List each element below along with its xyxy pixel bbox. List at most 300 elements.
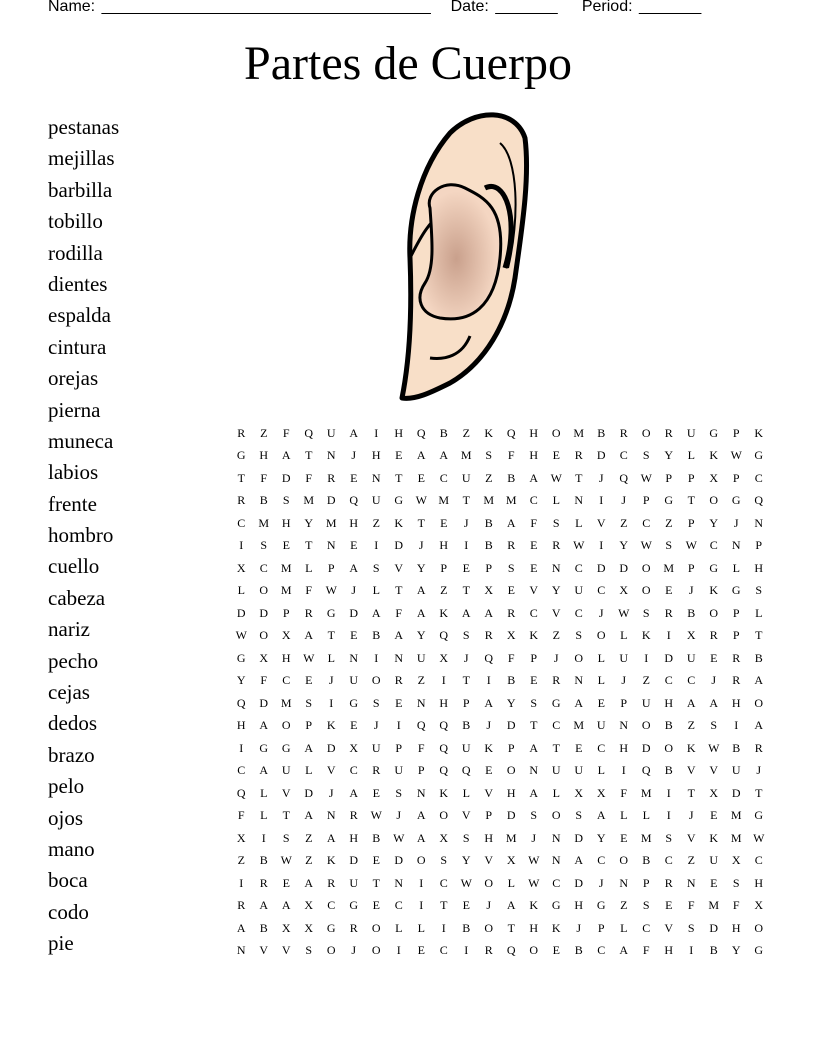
grid-letter[interactable]: B	[664, 718, 673, 733]
grid-letter[interactable]: R	[552, 538, 561, 553]
grid-letter[interactable]: I	[419, 898, 424, 913]
grid-letter[interactable]: H	[506, 785, 516, 800]
grid-letter[interactable]: K	[709, 583, 719, 598]
grid-letter[interactable]: W	[235, 628, 247, 643]
grid-letter[interactable]: F	[620, 785, 628, 800]
grid-letter[interactable]: F	[687, 898, 695, 913]
grid-letter[interactable]: R	[552, 673, 561, 688]
grid-letter[interactable]: V	[281, 785, 291, 800]
grid-letter[interactable]: K	[326, 853, 336, 868]
grid-letter[interactable]: A	[371, 605, 381, 620]
grid-letter[interactable]: O	[619, 853, 629, 868]
grid-letter[interactable]: E	[417, 470, 425, 485]
grid-letter[interactable]: N	[551, 830, 561, 845]
grid-letter[interactable]: P	[507, 740, 515, 755]
grid-letter[interactable]: O	[281, 718, 291, 733]
grid-letter[interactable]: E	[350, 718, 358, 733]
grid-letter[interactable]: X	[304, 920, 314, 935]
grid-letter[interactable]: P	[417, 763, 425, 778]
grid-letter[interactable]: B	[439, 425, 448, 440]
grid-letter[interactable]: S	[462, 628, 470, 643]
grid-letter[interactable]: L	[260, 808, 268, 823]
grid-letter[interactable]: I	[329, 695, 334, 710]
grid-letter[interactable]: U	[349, 875, 359, 890]
grid-letter[interactable]: U	[574, 763, 584, 778]
grid-letter[interactable]: Y	[416, 628, 426, 643]
grid-letter[interactable]: H	[754, 560, 764, 575]
grid-letter[interactable]: C	[237, 515, 246, 530]
grid-letter[interactable]: N	[731, 538, 741, 553]
grid-letter[interactable]: J	[486, 898, 492, 913]
grid-letter[interactable]: U	[574, 583, 584, 598]
grid-letter[interactable]: G	[754, 943, 764, 958]
grid-letter[interactable]: C	[642, 515, 651, 530]
grid-letter[interactable]: A	[416, 583, 426, 598]
grid-letter[interactable]: A	[484, 605, 494, 620]
grid-letter[interactable]: D	[506, 718, 516, 733]
grid-letter[interactable]: J	[351, 583, 357, 598]
grid-letter[interactable]: M	[280, 583, 292, 598]
grid-letter[interactable]: R	[754, 740, 763, 755]
grid-letter[interactable]: E	[575, 740, 583, 755]
grid-letter[interactable]: Z	[620, 898, 628, 913]
grid-letter[interactable]: G	[281, 740, 291, 755]
grid-letter[interactable]: I	[486, 673, 491, 688]
grid-letter[interactable]: J	[756, 763, 762, 778]
grid-letter[interactable]: I	[599, 538, 604, 553]
grid-letter[interactable]: J	[688, 583, 694, 598]
grid-letter[interactable]: L	[507, 875, 515, 890]
grid-letter[interactable]: I	[599, 493, 604, 508]
grid-letter[interactable]: G	[754, 448, 764, 463]
grid-letter[interactable]: O	[259, 583, 269, 598]
grid-letter[interactable]: T	[552, 740, 560, 755]
grid-letter[interactable]: N	[236, 943, 246, 958]
grid-letter[interactable]: Z	[687, 853, 695, 868]
period-blank[interactable]: _______	[639, 0, 702, 15]
grid-letter[interactable]: W	[730, 448, 742, 463]
grid-letter[interactable]: K	[439, 605, 449, 620]
grid-letter[interactable]: A	[326, 830, 336, 845]
grid-letter[interactable]: T	[462, 583, 470, 598]
grid-letter[interactable]: V	[484, 785, 494, 800]
grid-letter[interactable]: J	[351, 943, 357, 958]
grid-letter[interactable]: L	[237, 583, 245, 598]
grid-letter[interactable]: L	[620, 920, 628, 935]
grid-letter[interactable]: E	[620, 830, 628, 845]
grid-letter[interactable]: Q	[461, 763, 471, 778]
grid-letter[interactable]: G	[394, 493, 404, 508]
grid-letter[interactable]: J	[598, 470, 604, 485]
grid-letter[interactable]: P	[485, 560, 493, 575]
grid-letter[interactable]: H	[439, 538, 449, 553]
grid-letter[interactable]: L	[642, 808, 650, 823]
grid-letter[interactable]: G	[551, 695, 561, 710]
grid-letter[interactable]: Z	[305, 853, 313, 868]
grid-letter[interactable]: H	[394, 425, 404, 440]
grid-letter[interactable]: O	[484, 875, 494, 890]
grid-letter[interactable]: R	[664, 425, 673, 440]
grid-letter[interactable]: B	[372, 628, 381, 643]
grid-letter[interactable]: P	[665, 470, 673, 485]
grid-letter[interactable]: J	[531, 830, 537, 845]
grid-letter[interactable]: H	[236, 718, 246, 733]
grid-letter[interactable]: T	[305, 538, 313, 553]
grid-letter[interactable]: X	[596, 785, 606, 800]
grid-letter[interactable]: E	[395, 695, 403, 710]
grid-letter[interactable]: D	[236, 605, 246, 620]
grid-letter[interactable]: J	[418, 538, 424, 553]
grid-letter[interactable]: C	[439, 943, 448, 958]
grid-letter[interactable]: A	[439, 448, 449, 463]
grid-letter[interactable]: O	[484, 920, 494, 935]
grid-letter[interactable]: S	[575, 628, 583, 643]
grid-letter[interactable]: U	[551, 763, 561, 778]
grid-letter[interactable]: Z	[462, 425, 470, 440]
grid-letter[interactable]: X	[484, 583, 494, 598]
grid-letter[interactable]: B	[754, 650, 763, 665]
grid-letter[interactable]: R	[484, 943, 493, 958]
grid-letter[interactable]: U	[461, 470, 471, 485]
grid-letter[interactable]: M	[460, 448, 472, 463]
grid-letter[interactable]: M	[280, 560, 292, 575]
grid-letter[interactable]: W	[708, 740, 720, 755]
grid-letter[interactable]: H	[754, 875, 764, 890]
grid-letter[interactable]: P	[305, 718, 313, 733]
grid-letter[interactable]: S	[305, 695, 313, 710]
grid-letter[interactable]: C	[642, 920, 651, 935]
grid-letter[interactable]: O	[551, 425, 561, 440]
grid-letter[interactable]: B	[574, 943, 583, 958]
grid-letter[interactable]: H	[574, 898, 584, 913]
grid-letter[interactable]: I	[239, 538, 244, 553]
grid-letter[interactable]: D	[259, 605, 269, 620]
grid-letter[interactable]: Z	[417, 673, 425, 688]
grid-letter[interactable]: H	[281, 650, 291, 665]
grid-letter[interactable]: D	[326, 740, 336, 755]
grid-letter[interactable]: W	[415, 493, 427, 508]
grid-letter[interactable]: C	[552, 718, 561, 733]
grid-letter[interactable]: S	[755, 583, 763, 598]
grid-letter[interactable]: R	[507, 605, 516, 620]
grid-letter[interactable]: A	[304, 628, 314, 643]
grid-letter[interactable]: Q	[304, 425, 314, 440]
grid-letter[interactable]: A	[281, 448, 291, 463]
grid-letter[interactable]: W	[393, 830, 405, 845]
grid-letter[interactable]: Q	[416, 718, 426, 733]
grid-letter[interactable]: Z	[237, 853, 245, 868]
grid-letter[interactable]: W	[280, 853, 292, 868]
grid-letter[interactable]: R	[372, 763, 381, 778]
grid-letter[interactable]: V	[709, 763, 719, 778]
grid-letter[interactable]: T	[755, 785, 763, 800]
grid-letter[interactable]: W	[640, 538, 652, 553]
grid-letter[interactable]: V	[281, 943, 291, 958]
grid-letter[interactable]: W	[528, 875, 540, 890]
grid-letter[interactable]: S	[282, 830, 290, 845]
grid-letter[interactable]: S	[552, 515, 560, 530]
grid-letter[interactable]: P	[687, 560, 695, 575]
grid-letter[interactable]: H	[529, 448, 539, 463]
grid-letter[interactable]: E	[305, 673, 313, 688]
grid-letter[interactable]: N	[551, 560, 561, 575]
grid-letter[interactable]: A	[506, 515, 516, 530]
grid-letter[interactable]: H	[731, 695, 741, 710]
grid-letter[interactable]: F	[260, 673, 268, 688]
grid-letter[interactable]: U	[686, 650, 696, 665]
grid-letter[interactable]: J	[576, 920, 582, 935]
grid-letter[interactable]: M	[640, 785, 652, 800]
grid-letter[interactable]: O	[371, 920, 381, 935]
grid-letter[interactable]: E	[282, 875, 290, 890]
grid-letter[interactable]: X	[439, 830, 449, 845]
grid-letter[interactable]: B	[507, 470, 516, 485]
grid-letter[interactable]: M	[573, 718, 585, 733]
grid-letter[interactable]: C	[709, 538, 718, 553]
grid-letter[interactable]: M	[258, 515, 270, 530]
grid-letter[interactable]: Y	[596, 830, 606, 845]
grid-letter[interactable]: K	[529, 628, 539, 643]
grid-letter[interactable]: X	[349, 740, 359, 755]
grid-letter[interactable]: U	[461, 740, 471, 755]
grid-letter[interactable]: N	[619, 718, 629, 733]
grid-letter[interactable]: M	[505, 493, 517, 508]
grid-letter[interactable]: I	[261, 830, 266, 845]
grid-letter[interactable]: I	[621, 763, 626, 778]
grid-letter[interactable]: I	[666, 808, 671, 823]
grid-letter[interactable]: X	[304, 898, 314, 913]
grid-letter[interactable]: N	[371, 470, 381, 485]
grid-letter[interactable]: B	[732, 740, 741, 755]
grid-letter[interactable]: X	[281, 628, 291, 643]
grid-letter[interactable]: R	[664, 605, 673, 620]
date-blank[interactable]: _______	[495, 0, 558, 15]
grid-letter[interactable]: H	[349, 830, 359, 845]
grid-letter[interactable]: F	[530, 515, 538, 530]
grid-letter[interactable]: G	[326, 920, 336, 935]
grid-letter[interactable]: G	[236, 650, 246, 665]
grid-letter[interactable]: A	[529, 785, 539, 800]
grid-letter[interactable]: M	[483, 493, 495, 508]
grid-letter[interactable]: W	[685, 538, 697, 553]
grid-letter[interactable]: H	[439, 695, 449, 710]
grid-letter[interactable]: S	[395, 785, 403, 800]
grid-letter[interactable]: I	[666, 628, 671, 643]
grid-letter[interactable]: E	[710, 875, 718, 890]
grid-letter[interactable]: V	[686, 830, 696, 845]
grid-letter[interactable]: M	[325, 515, 337, 530]
grid-letter[interactable]: P	[732, 628, 740, 643]
grid-letter[interactable]: I	[464, 943, 469, 958]
grid-letter[interactable]: U	[641, 695, 651, 710]
grid-letter[interactable]: C	[597, 583, 606, 598]
grid-letter[interactable]: J	[351, 448, 357, 463]
grid-letter[interactable]: E	[530, 673, 538, 688]
grid-letter[interactable]: A	[304, 808, 314, 823]
grid-letter[interactable]: Q	[439, 628, 449, 643]
grid-letter[interactable]: E	[395, 448, 403, 463]
grid-letter[interactable]: W	[753, 830, 765, 845]
grid-letter[interactable]: E	[440, 515, 448, 530]
grid-letter[interactable]: S	[507, 560, 515, 575]
grid-letter[interactable]: E	[462, 560, 470, 575]
grid-letter[interactable]: Z	[372, 515, 380, 530]
grid-letter[interactable]: W	[325, 583, 337, 598]
grid-letter[interactable]: J	[486, 718, 492, 733]
grid-letter[interactable]: E	[552, 943, 560, 958]
grid-letter[interactable]: I	[239, 875, 244, 890]
grid-letter[interactable]: K	[754, 425, 764, 440]
grid-letter[interactable]: O	[664, 740, 674, 755]
grid-letter[interactable]: Q	[236, 695, 246, 710]
grid-letter[interactable]: G	[709, 425, 719, 440]
grid-letter[interactable]: N	[416, 695, 426, 710]
grid-letter[interactable]: T	[530, 718, 538, 733]
grid-letter[interactable]: Z	[485, 470, 493, 485]
grid-letter[interactable]: H	[619, 740, 629, 755]
grid-letter[interactable]: L	[687, 448, 695, 463]
grid-letter[interactable]: C	[754, 853, 763, 868]
grid-letter[interactable]: G	[551, 898, 561, 913]
grid-letter[interactable]: C	[259, 560, 268, 575]
grid-letter[interactable]: C	[237, 763, 246, 778]
grid-letter[interactable]: T	[687, 785, 695, 800]
grid-letter[interactable]: N	[394, 650, 404, 665]
grid-letter[interactable]: N	[686, 875, 696, 890]
grid-letter[interactable]: D	[349, 853, 359, 868]
grid-letter[interactable]: N	[326, 808, 336, 823]
grid-letter[interactable]: E	[485, 763, 493, 778]
grid-letter[interactable]: P	[620, 695, 628, 710]
grid-letter[interactable]: E	[530, 538, 538, 553]
grid-letter[interactable]: T	[282, 808, 290, 823]
grid-letter[interactable]: Z	[552, 628, 560, 643]
grid-letter[interactable]: X	[619, 583, 629, 598]
grid-letter[interactable]: F	[507, 448, 515, 463]
grid-letter[interactable]: S	[642, 605, 650, 620]
grid-letter[interactable]: Y	[664, 448, 674, 463]
grid-letter[interactable]: Y	[709, 515, 719, 530]
grid-letter[interactable]: C	[619, 448, 628, 463]
grid-letter[interactable]: L	[462, 785, 470, 800]
grid-letter[interactable]: E	[552, 448, 560, 463]
grid-letter[interactable]: Z	[620, 515, 628, 530]
grid-letter[interactable]: L	[620, 808, 628, 823]
grid-letter[interactable]: Z	[260, 425, 268, 440]
grid-letter[interactable]: B	[642, 853, 651, 868]
grid-letter[interactable]: G	[731, 493, 741, 508]
grid-letter[interactable]: R	[304, 605, 313, 620]
grid-letter[interactable]: E	[282, 538, 290, 553]
grid-letter[interactable]: D	[506, 808, 516, 823]
grid-letter[interactable]: D	[349, 605, 359, 620]
grid-letter[interactable]: T	[237, 470, 245, 485]
grid-letter[interactable]: S	[687, 920, 695, 935]
grid-letter[interactable]: C	[754, 470, 763, 485]
grid-letter[interactable]: V	[484, 853, 494, 868]
grid-letter[interactable]: M	[280, 695, 292, 710]
grid-letter[interactable]: T	[462, 673, 470, 688]
grid-letter[interactable]: I	[464, 538, 469, 553]
grid-letter[interactable]: Q	[416, 425, 426, 440]
grid-letter[interactable]: P	[732, 470, 740, 485]
grid-letter[interactable]: Q	[236, 785, 246, 800]
grid-letter[interactable]: F	[395, 605, 403, 620]
grid-letter[interactable]: J	[711, 673, 717, 688]
grid-letter[interactable]: T	[305, 448, 313, 463]
grid-letter[interactable]: M	[663, 560, 675, 575]
grid-letter[interactable]: N	[394, 875, 404, 890]
grid-letter[interactable]: B	[259, 920, 268, 935]
grid-letter[interactable]: X	[709, 470, 719, 485]
grid-letter[interactable]: V	[259, 943, 269, 958]
grid-letter[interactable]: P	[755, 538, 763, 553]
grid-letter[interactable]: J	[463, 515, 469, 530]
grid-letter[interactable]: D	[619, 560, 629, 575]
grid-letter[interactable]: C	[327, 898, 336, 913]
grid-letter[interactable]: F	[282, 425, 290, 440]
grid-letter[interactable]: L	[260, 785, 268, 800]
grid-letter[interactable]: Y	[551, 583, 561, 598]
grid-letter[interactable]: R	[259, 875, 268, 890]
grid-letter[interactable]: A	[416, 808, 426, 823]
grid-letter[interactable]: D	[326, 493, 336, 508]
grid-letter[interactable]: X	[686, 628, 696, 643]
grid-letter[interactable]: S	[440, 853, 448, 868]
grid-letter[interactable]: S	[260, 538, 268, 553]
grid-letter[interactable]: B	[462, 920, 471, 935]
grid-letter[interactable]: A	[529, 740, 539, 755]
grid-letter[interactable]: I	[419, 875, 424, 890]
grid-letter[interactable]: H	[349, 515, 359, 530]
grid-letter[interactable]: D	[304, 785, 314, 800]
grid-letter[interactable]: O	[439, 808, 449, 823]
grid-letter[interactable]: W	[640, 470, 652, 485]
grid-letter[interactable]: D	[394, 538, 404, 553]
grid-letter[interactable]: W	[370, 808, 382, 823]
grid-letter[interactable]: I	[441, 673, 446, 688]
grid-letter[interactable]: C	[597, 853, 606, 868]
grid-letter[interactable]: W	[528, 853, 540, 868]
grid-letter[interactable]: N	[754, 515, 764, 530]
grid-letter[interactable]: C	[349, 763, 358, 778]
grid-letter[interactable]: E	[350, 628, 358, 643]
grid-letter[interactable]: S	[665, 830, 673, 845]
grid-letter[interactable]: N	[619, 875, 629, 890]
grid-letter[interactable]: J	[463, 650, 469, 665]
grid-letter[interactable]: B	[484, 515, 493, 530]
grid-letter[interactable]: L	[372, 583, 380, 598]
grid-letter[interactable]: T	[462, 493, 470, 508]
grid-letter[interactable]: G	[709, 560, 719, 575]
grid-letter[interactable]: L	[620, 628, 628, 643]
grid-letter[interactable]: U	[349, 673, 359, 688]
grid-letter[interactable]: V	[686, 763, 696, 778]
grid-letter[interactable]: J	[553, 650, 559, 665]
grid-letter[interactable]: X	[439, 650, 449, 665]
grid-letter[interactable]: D	[574, 830, 584, 845]
grid-letter[interactable]: H	[259, 448, 269, 463]
grid-letter[interactable]: U	[596, 718, 606, 733]
grid-letter[interactable]: O	[326, 943, 336, 958]
grid-letter[interactable]: A	[236, 920, 246, 935]
grid-letter[interactable]: N	[551, 853, 561, 868]
grid-letter[interactable]: P	[530, 650, 538, 665]
grid-letter[interactable]: T	[372, 875, 380, 890]
grid-letter[interactable]: F	[732, 898, 740, 913]
grid-letter[interactable]: Q	[439, 718, 449, 733]
grid-letter[interactable]: U	[371, 493, 381, 508]
